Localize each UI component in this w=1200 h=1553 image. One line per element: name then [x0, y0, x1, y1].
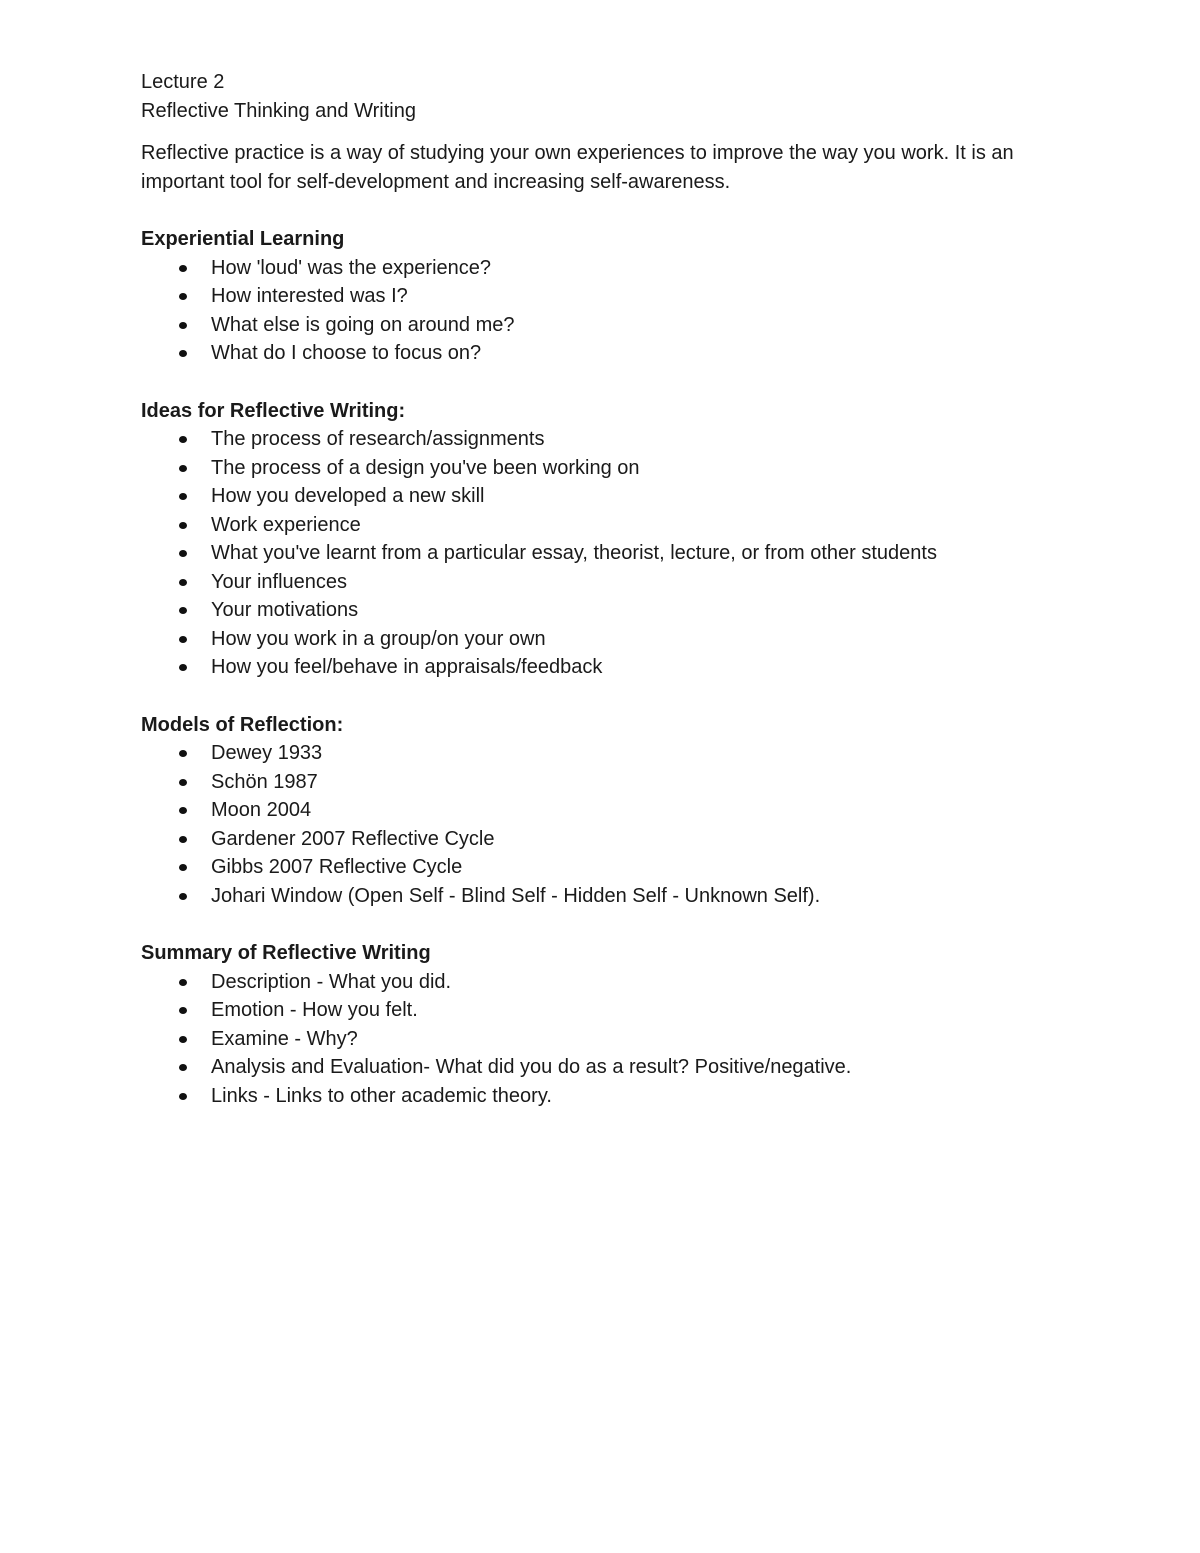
list-item-text: Description - What you did. [211, 970, 452, 993]
bullet-icon [179, 807, 187, 814]
section-2 [141, 397, 1081, 682]
bullet-icon [179, 550, 187, 557]
list-item [141, 568, 1081, 597]
bullet-icon [179, 522, 187, 529]
bullet-list [141, 254, 1081, 368]
bullet-icon [179, 322, 187, 329]
list-item-text: Gardener 2007 Reflective Cycle [211, 827, 495, 850]
list-item [141, 425, 1081, 454]
list-item-text: How 'loud' was the experience? [211, 256, 492, 279]
section-1 [141, 225, 1081, 368]
sections-container [141, 225, 1081, 1110]
bullet-icon [179, 293, 187, 300]
list-item-text: Gibbs 2007 Reflective Cycle [211, 856, 463, 878]
list-item-text: How you work in a group/on your own [211, 627, 546, 650]
list-item [141, 339, 1081, 368]
list-item [141, 653, 1081, 682]
bullet-icon [179, 465, 187, 472]
list-item [141, 768, 1081, 797]
list-item-text: Emotion - How you felt. [211, 999, 418, 1021]
section-title: Ideas for Reflective Writing: [141, 399, 406, 422]
section-title: Experiential Learning [141, 228, 345, 250]
list-item-text: Johari Window (Open Self - Blind Self - Hidden Self - Unknown Self). [211, 884, 821, 907]
bullet-icon [179, 579, 187, 586]
bullet-icon [179, 265, 187, 272]
list-item-text: What you've learnt from a particular essay, theorist, lecture, or from other students [211, 542, 937, 564]
bullet-list [141, 739, 1081, 910]
list-item [141, 825, 1081, 854]
list-item-text: Moon 2004 [211, 799, 312, 821]
bullet-icon [179, 436, 187, 443]
list-item [141, 454, 1081, 483]
list-item [141, 539, 1081, 568]
list-item [141, 282, 1081, 311]
list-item [141, 511, 1081, 540]
list-item [141, 1053, 1081, 1082]
lecture-number: Lecture 2 [141, 71, 225, 93]
list-item-text: Work experience [211, 513, 361, 536]
bullet-icon [179, 979, 187, 986]
bullet-icon [179, 1036, 187, 1043]
bullet-icon [179, 1064, 187, 1071]
list-item [141, 625, 1081, 654]
section-title: Models of Reflection: [141, 713, 344, 736]
list-item [141, 254, 1081, 283]
list-item-text: What do I choose to focus on? [211, 342, 482, 364]
list-item [141, 968, 1081, 997]
bullet-icon [179, 779, 187, 786]
list-item [141, 1025, 1081, 1054]
list-item [141, 796, 1081, 825]
bullet-icon [179, 750, 187, 757]
list-item-text: Your influences [211, 570, 348, 593]
list-item-text: The process of a design you've been working on [211, 456, 640, 479]
intro-paragraph: Reflective practice is a way of studying your own experiences to improve the way you work. It is an important tool for self-development and increasing self-awareness. [141, 142, 1014, 193]
list-item-text: Schön 1987 [211, 770, 318, 793]
list-item-text: What else is going on around me? [211, 313, 515, 336]
bullet-icon [179, 864, 187, 871]
bullet-icon [179, 493, 187, 500]
list-item-text: Analysis and Evaluation- What did you do as a result? Positive/negative. [211, 1056, 852, 1078]
bullet-icon [179, 1007, 187, 1014]
bullet-icon [179, 664, 187, 671]
bullet-icon [179, 636, 187, 643]
document-title: Reflective Thinking and Writing [141, 99, 416, 122]
list-item-text: How you developed a new skill [211, 485, 485, 507]
list-item [141, 853, 1081, 882]
list-item-text: The process of research/assignments [211, 428, 545, 450]
list-item-text: How interested was I? [211, 285, 408, 307]
bullet-icon [179, 1093, 187, 1100]
bullet-icon [179, 350, 187, 357]
list-item-text: Dewey 1933 [211, 742, 323, 764]
list-item-text: How you feel/behave in appraisals/feedback [211, 656, 603, 678]
list-item [141, 482, 1081, 511]
section-title: Summary of Reflective Writing [141, 942, 431, 964]
list-item-text: Your motivations [211, 599, 359, 621]
document-page [141, 68, 1081, 1110]
bullet-icon [179, 836, 187, 843]
list-item [141, 1082, 1081, 1111]
bullet-list [141, 425, 1081, 682]
list-item [141, 739, 1081, 768]
section-3 [141, 711, 1081, 911]
list-item [141, 311, 1081, 340]
bullet-list [141, 968, 1081, 1111]
list-item [141, 596, 1081, 625]
bullet-icon [179, 893, 187, 900]
bullet-icon [179, 607, 187, 614]
list-item-text: Links - Links to other academic theory. [211, 1084, 552, 1107]
section-4 [141, 939, 1081, 1110]
list-item [141, 882, 1081, 911]
list-item-text: Examine - Why? [211, 1027, 358, 1050]
list-item [141, 996, 1081, 1025]
